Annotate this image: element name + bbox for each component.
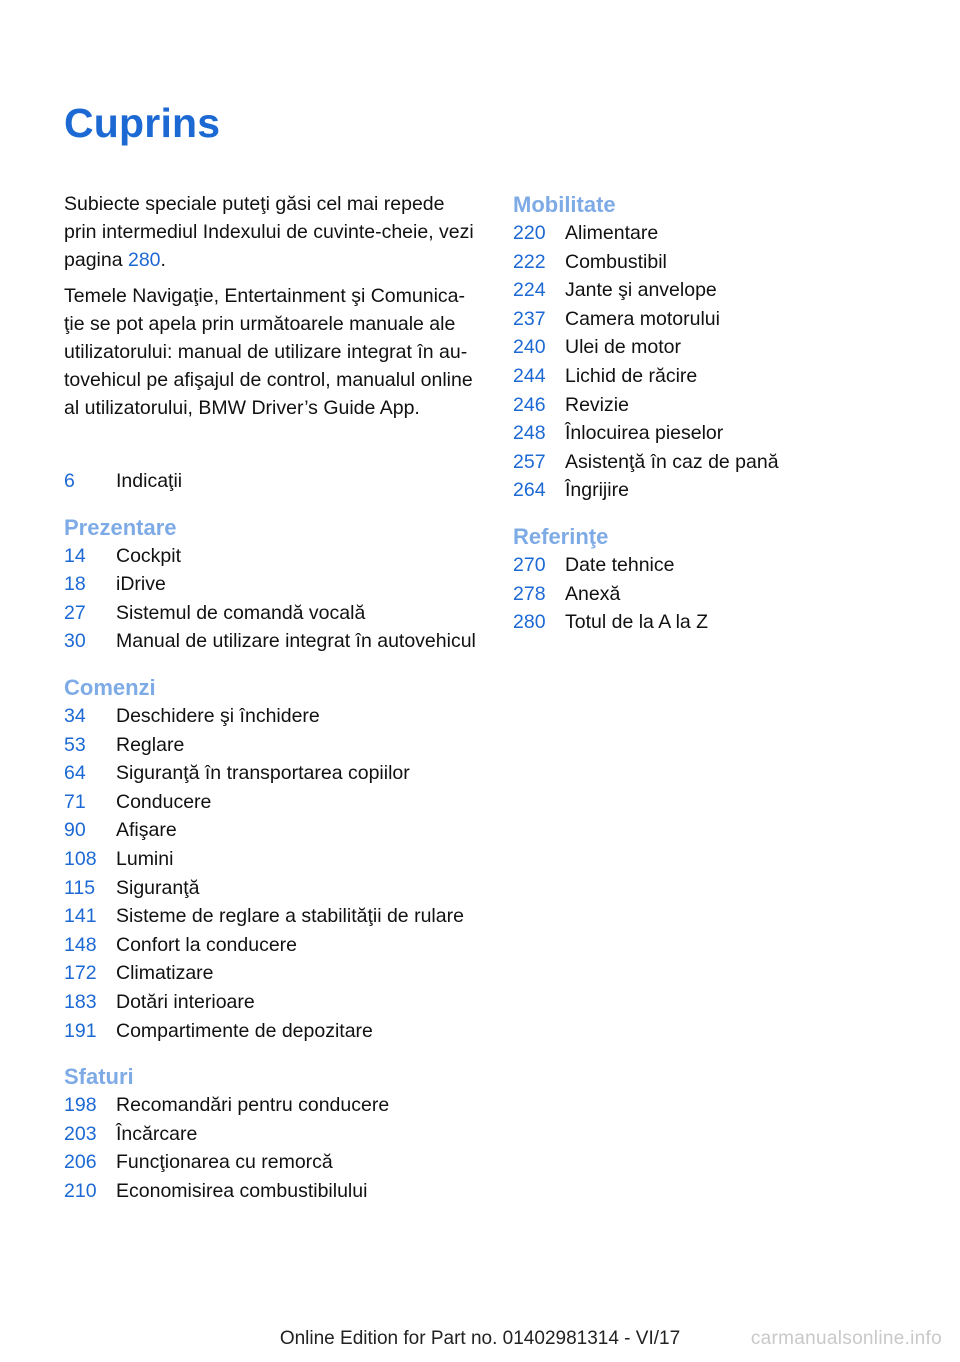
toc-entry[interactable] [513,391,833,420]
section-title: Mobilitate [513,192,616,217]
spacer [64,496,478,513]
page-number[interactable]: 34 [64,704,86,727]
watermark: carmanualsonline.info [750,1328,942,1349]
entry-label: Ulei de motor [565,336,681,359]
page-number[interactable]: 18 [64,573,86,596]
toc-section [64,513,478,656]
intro-text-end: . [160,249,166,271]
page-number[interactable]: 264 [513,479,546,502]
toc-entry[interactable] [513,580,833,609]
toc-entry[interactable] [513,476,833,505]
page-number[interactable]: 14 [64,544,86,567]
toc-entry[interactable] [513,276,833,305]
toc-entry[interactable] [64,845,478,874]
page-number[interactable]: 183 [64,990,97,1013]
entry-label: Combustibil [565,250,667,273]
page-number[interactable]: 248 [513,422,546,445]
page-number[interactable]: 141 [64,905,97,928]
section-title: Referinţe [513,523,609,549]
toc-entry[interactable] [64,759,478,788]
section-title: Sfaturi [64,1064,134,1090]
entry-label: Camera motorului [565,307,720,330]
page-number[interactable]: 198 [64,1094,97,1117]
spacer [64,430,478,467]
page-number[interactable]: 210 [64,1179,97,1202]
toc-entry[interactable] [64,1091,478,1120]
entry-label: iDrive [116,573,166,596]
page-number[interactable]: 278 [513,582,546,605]
entry-label: Încărcare [116,1122,198,1145]
toc-entry[interactable] [64,902,478,931]
toc-entry[interactable] [64,816,478,845]
toc-entry[interactable] [64,702,478,731]
entry-label: Manual de utilizare integrat în autovehicul [116,630,476,653]
entry-label: Date tehnice [565,553,675,576]
toc-entry[interactable] [64,570,478,599]
toc-section [64,467,478,496]
toc-section [64,1062,478,1205]
entry-label: Lumini [116,847,174,870]
toc-section [513,522,833,637]
page-number[interactable]: 280 [513,611,546,634]
toc-entry[interactable] [64,988,478,1017]
entry-label: Sistemul de comandă vocală [116,601,366,624]
page-number[interactable]: 172 [64,962,97,985]
page-number[interactable]: 220 [513,222,546,244]
toc-entry[interactable] [64,874,478,903]
entry-label: Cockpit [116,544,182,567]
intro-text-start: Subiecte speciale puteţi găsi cel mai repede prin intermediul Indexului de cuvinte-cheie, vezi pagina [64,193,474,271]
entry-label: Funcţionarea cu remorcă [116,1151,333,1174]
page-number[interactable]: 206 [64,1151,97,1174]
page-number[interactable]: 237 [513,307,546,330]
entry-label: Deschidere şi închidere [116,704,320,727]
entry-label: Economisirea combustibilului [116,1179,368,1202]
page-number[interactable]: 191 [64,1019,97,1042]
right-column [513,190,833,637]
page-number[interactable]: 257 [513,450,546,473]
page-number[interactable]: 203 [64,1122,97,1145]
toc-entry[interactable] [513,419,833,448]
entry-label: Dotări interioare [116,990,255,1013]
toc-entry[interactable] [64,931,478,960]
toc-entry[interactable] [64,1017,478,1046]
toc-entry[interactable] [513,305,833,334]
toc-entry[interactable] [64,1177,478,1206]
spacer [64,656,478,673]
toc-entry[interactable] [64,627,478,656]
page-number[interactable]: 27 [64,601,86,624]
footer-edition: Online Edition for Part no. 01402981314 - VI/17 [279,1328,681,1349]
toc-section [64,673,478,1045]
page-number[interactable]: 244 [513,364,546,387]
entry-label: Climatizare [116,962,214,985]
intro-text [64,190,478,422]
page-number[interactable]: 30 [64,630,86,653]
page-number[interactable]: 246 [513,393,546,416]
entry-label: Siguranţă în transportarea copiilor [116,762,410,785]
index-page-link[interactable]: 280 [127,249,161,271]
spacer [64,1045,478,1062]
page-number[interactable]: 6 [64,470,75,492]
entry-label: Asistenţă în caz de pană [565,450,779,473]
toc-entry[interactable] [64,1120,478,1149]
toc-entry[interactable] [513,608,833,637]
page-number[interactable]: 224 [513,279,546,302]
toc-entry[interactable] [513,219,833,248]
section-title: Prezentare [64,514,177,540]
toc-entry[interactable] [64,731,478,760]
toc-entry[interactable] [64,542,478,571]
toc-entry[interactable] [64,1148,478,1177]
entry-label: Indicaţii [116,470,183,492]
intro-paragraph-1 [64,190,478,274]
page-number[interactable]: 240 [513,336,546,359]
intro-paragraph-2: Temele Navigaţie, Entertainment şi Comunicaţie se pot apela prin următoarele manuale ale utilizatorului: manual de utilizare integrat în autovehicul pe afişajul de control, manualul online al utilizatorului, BMW Driver’s Guide App. [64,285,473,419]
toc-entry[interactable] [513,248,833,277]
entry-label: Sisteme de reglare a stabilităţii de rulare [116,905,464,928]
page-number[interactable]: 108 [64,847,97,870]
spacer [513,505,833,522]
entry-label: Totul de la A la Z [565,611,709,634]
page-number[interactable]: 222 [513,250,546,273]
entry-label: Înlocuirea pieselor [565,422,724,445]
section-title: Comenzi [64,674,156,700]
entry-label: Îngrijire [565,479,629,502]
entry-label: Reglare [116,733,185,756]
page-number[interactable]: 64 [64,762,86,785]
toc-entry[interactable] [64,959,478,988]
entry-label: Conducere [116,790,212,813]
toc-section [513,190,833,505]
entry-label: Afişare [116,819,177,842]
toc-entry[interactable] [513,551,833,580]
page-number[interactable]: 53 [64,733,86,756]
toc-right [513,190,833,637]
page-number[interactable]: 71 [64,790,86,813]
left-column [64,190,478,1205]
toc-left [64,430,478,1205]
entry-label: Recomandări pentru conducere [116,1094,390,1117]
toc-entry[interactable] [64,599,478,628]
toc-entry[interactable] [513,333,833,362]
page-number[interactable]: 90 [64,819,86,842]
toc-entry[interactable] [64,788,478,817]
page-number[interactable]: 148 [64,933,97,956]
entry-label: Jante şi anvelope [565,279,717,302]
page-number[interactable]: 115 [64,876,96,899]
entry-label: Confort la conducere [116,933,298,956]
entry-label: Lichid de răcire [565,364,698,387]
page-title: Cuprins [64,100,221,146]
entry-label: Anexă [565,582,621,605]
entry-label: Siguranţă [116,876,200,899]
toc-entry[interactable] [64,467,478,496]
entry-label: Compartimente de depozitare [116,1019,373,1042]
entry-label: Alimentare [565,222,659,244]
toc-entry[interactable] [513,362,833,391]
toc-entry[interactable] [513,448,833,477]
entry-label: Revizie [565,393,629,416]
page-number[interactable]: 270 [513,553,546,576]
